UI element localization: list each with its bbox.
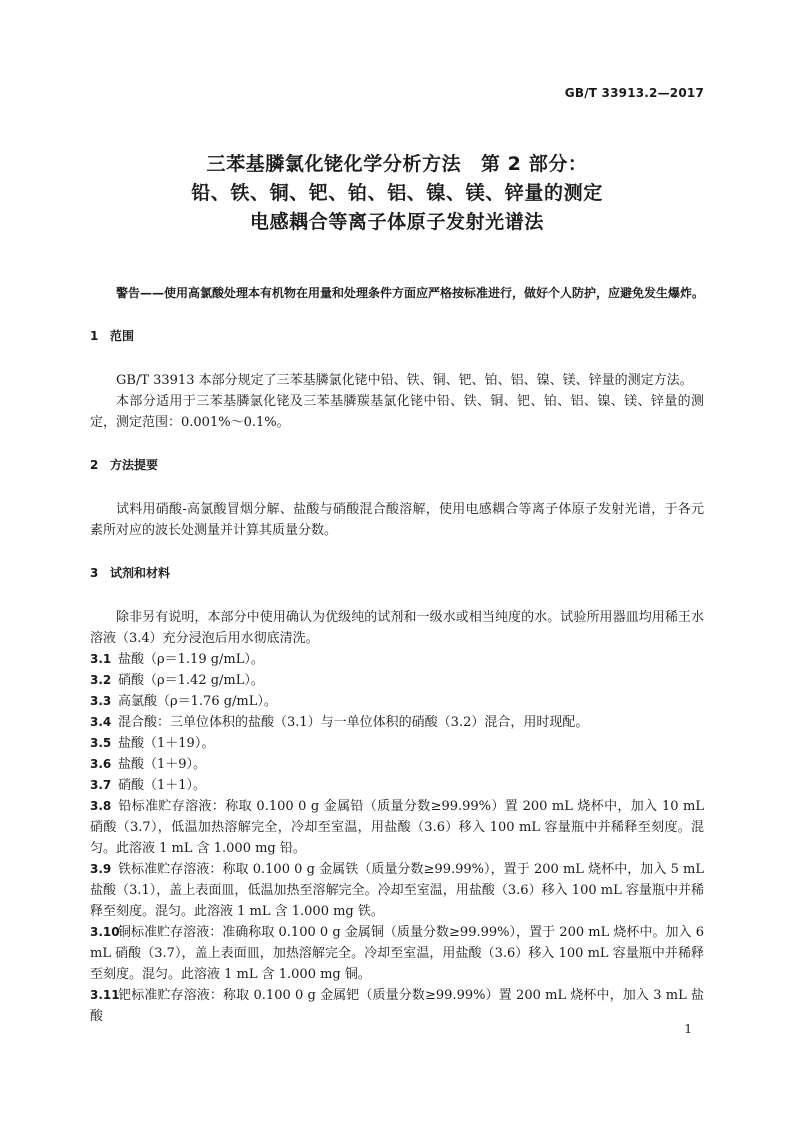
list-item — [90, 985, 704, 1027]
item-text: 盐酸（1＋19）。 — [118, 736, 215, 751]
list-item — [90, 649, 704, 670]
section-title: 范围 — [110, 329, 135, 343]
item-number: 3.7 — [90, 778, 112, 792]
item-number: 3.3 — [90, 694, 112, 708]
item-number: 3.8 — [90, 799, 112, 813]
item-text: 铜标准贮存溶液：准确称取 0.100 0 g 金属铜（质量分数≥99.99%），置于 200 mL 烧杯中。加入 6 mL 硝酸（3.7），盖上表面皿，加热溶解完全。冷却至室温，用盐酸（3.6）移入 100 mL 容量瓶中并稀释至刻度。混匀。此溶液 1 mL 含 1.000 mg 铜。 — [90, 925, 704, 982]
item-number: 3.1 — [90, 652, 112, 666]
item-text: 硝酸（1＋1）。 — [118, 778, 207, 793]
section-title: 方法提要 — [110, 458, 159, 472]
item-number: 3.4 — [90, 715, 112, 729]
item-text: 铁标准贮存溶液：称取 0.100 0 g 金属铁（质量分数≥99.99%），置于 200 mL 烧杯中，加入 5 mL 盐酸（3.1），盖上表面皿，低温加热至溶解完全。冷却至室温，用盐酸（3.6）移入 100 mL 容量瓶中并稀释至刻度。混匀。此溶液 1 mL 含 1.000 mg 铁。 — [90, 862, 704, 919]
document-title — [90, 150, 704, 237]
paragraph: 除非另有说明，本部分中使用确认为优级纯的试剂和一级水或相当纯度的水。试验所用器皿均用稀王水溶液（3.4）充分浸泡后用水彻底清洗。 — [90, 610, 704, 646]
title-line-1: 三苯基膦氯化铑化学分析方法 第 2 部分： — [206, 153, 588, 175]
item-text: 铅标准贮存溶液：称取 0.100 0 g 金属铅（质量分数≥99.99%）置 200 mL 烧杯中，加入 10 mL 硝酸（3.7），低温加热溶解完全，冷却至室温，用盐酸（3.6）移入 100 mL 容量瓶中并稀释至刻度。混匀。此溶液 1 mL 含 1.000 mg 铅。 — [90, 799, 704, 856]
item-text: 高氯酸（ρ＝1.76 g/mL）。 — [118, 694, 277, 709]
item-number: 3.2 — [90, 673, 112, 687]
item-text: 硝酸（ρ＝1.42 g/mL）。 — [118, 673, 264, 688]
list-item — [90, 712, 704, 733]
item-text: 盐酸（1＋9）。 — [118, 757, 207, 772]
list-item — [90, 670, 704, 691]
item-text: 钯标准贮存溶液：称取 0.100 0 g 金属钯（质量分数≥99.99%）置 200 mL 烧杯中，加入 3 mL 盐酸 — [90, 988, 704, 1024]
list-item — [90, 754, 704, 775]
section-number: 1 — [90, 329, 99, 343]
item-text: 混合酸：三单位体积的盐酸（3.1）与一单位体积的硝酸（3.2）混合，用时现配。 — [118, 715, 589, 730]
item-text: 盐酸（ρ＝1.19 g/mL）。 — [118, 652, 264, 667]
list-item — [90, 796, 704, 859]
item-number: 3.10 — [90, 925, 120, 939]
section-title: 试剂和材料 — [110, 566, 171, 580]
paragraph: 本部分适用于三苯基膦氯化铑及三苯基膦羰基氯化铑中铅、铁、铜、钯、铂、铝、镍、镁、锌量的测定，测定范围：0.001%～0.1%。 — [90, 394, 704, 430]
document-body — [90, 282, 704, 1027]
item-number: 3.6 — [90, 757, 112, 771]
section-heading-method — [90, 455, 704, 476]
section-heading-scope — [90, 326, 704, 347]
list-item — [90, 922, 704, 985]
standard-code: GB/T 33913.2—2017 — [564, 86, 704, 100]
list-item — [90, 775, 704, 796]
list-item — [90, 859, 704, 922]
warning-notice: 警告——使用高氯酸处理本有机物在用量和处理条件方面应严格按标准进行，做好个人防护，应避免发生爆炸。 — [116, 286, 705, 300]
item-number: 3.5 — [90, 736, 112, 750]
title-line-2: 铅、铁、铜、钯、铂、铝、镍、镁、锌量的测定 — [191, 182, 603, 204]
title-line-3: 电感耦合等离子体原子发射光谱法 — [249, 211, 544, 233]
section-heading-reagents — [90, 563, 704, 584]
item-number: 3.11 — [90, 988, 120, 1002]
list-item — [90, 733, 704, 754]
section-number: 2 — [90, 458, 99, 472]
page-number: 1 — [684, 1022, 692, 1036]
paragraph: 试料用硝酸-高氯酸冒烟分解、盐酸与硝酸混合酸溶解，使用电感耦合等离子体原子发射光谱，于各元素所对应的波长处测量并计算其质量分数。 — [90, 502, 704, 538]
list-item — [90, 691, 704, 712]
paragraph: GB/T 33913 本部分规定了三苯基膦氯化铑中铅、铁、铜、钯、铂、铝、镍、镁、锌量的测定方法。 — [116, 373, 693, 388]
section-number: 3 — [90, 566, 99, 580]
item-number: 3.9 — [90, 862, 112, 876]
